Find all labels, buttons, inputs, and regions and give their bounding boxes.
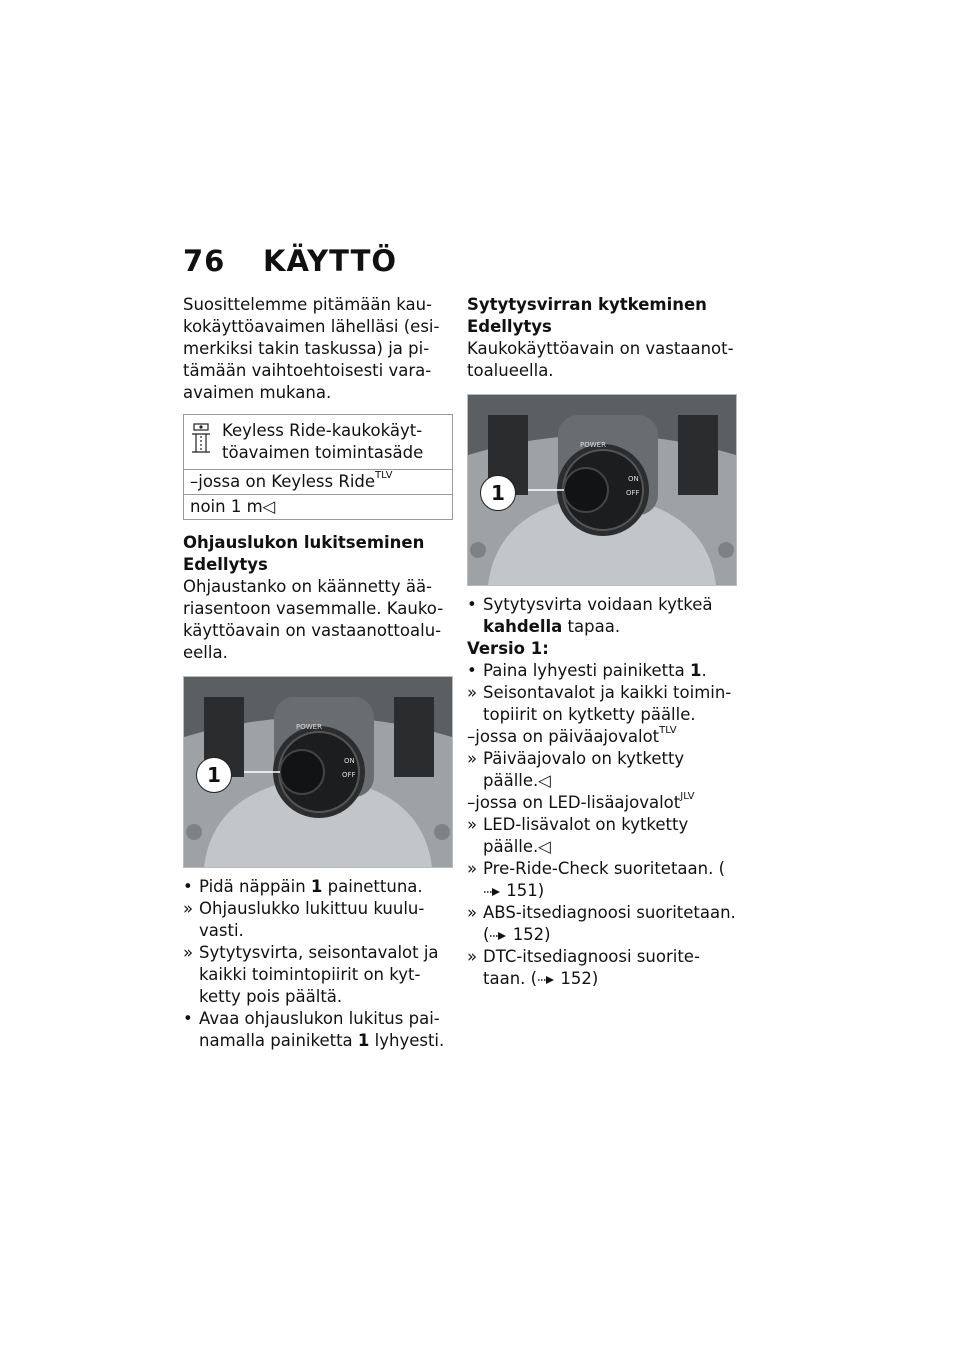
left-column: [183, 294, 453, 1052]
page-reference-arrow-icon: [483, 887, 501, 897]
svg-text:OFF: OFF: [626, 489, 640, 497]
key-range-icon: [190, 422, 212, 458]
list-marker: •: [183, 877, 193, 896]
list-item: » DTC-itsediagnoosi suorite-taan. ( 152): [467, 947, 700, 988]
svg-text:POWER: POWER: [296, 723, 322, 731]
section-subheading: Edellytys: [183, 555, 268, 574]
list-item: » LED-lisävalot on kytketty päälle.◁: [467, 815, 689, 856]
page-reference-arrow-icon: [537, 975, 555, 985]
list-item: » Seisontavalot ja kaikki toimin-topiirit on kytketty päälle.: [467, 683, 732, 724]
section-heading: Ohjauslukon lukitseminen: [183, 533, 425, 552]
ignition-photo: [183, 676, 453, 868]
list-marker: »: [467, 749, 478, 768]
callout-1: 1: [196, 757, 232, 793]
svg-text:POWER: POWER: [580, 441, 606, 449]
spec-label-row: [184, 415, 452, 469]
section-paragraph: Ohjaustanko on käännetty ää-riasentoon vasemmalle. Kauko-käyttöavain on vastaanottoalu-eella.: [183, 577, 444, 662]
spec-condition-row: –jossa on Keyless Ride$^{TLV}$: [184, 469, 452, 494]
list-item: » Ohjauslukko lukittuu kuulu-vasti.: [183, 899, 425, 940]
condition-line: –jossa on päiväajovalot$^{TLV}$: [467, 725, 677, 746]
section-subheading: Edellytys: [467, 317, 552, 336]
list-item: » Päiväajovalo on kytketty päälle.◁: [467, 749, 685, 790]
spec-table: [183, 414, 453, 520]
list-item: » Pre-Ride-Check suoritetaan. ( 151): [467, 859, 726, 900]
list-marker: »: [467, 859, 478, 878]
svg-text:OFF: OFF: [342, 771, 356, 779]
list-item: » ABS-itsediagnoosi suoritetaan. ( 152): [467, 903, 736, 944]
ignition-photo: [467, 394, 737, 586]
page-reference-arrow-icon: [489, 931, 507, 941]
section-heading: Sytytysvirran kytkeminen: [467, 295, 707, 314]
list-marker: »: [183, 943, 194, 962]
list-item: » Sytytysvirta, seisontavalot ja kaikki toimintopiirit on kyt-ketty pois päältä.: [183, 943, 439, 1006]
callout-1: 1: [480, 475, 516, 511]
list-item: • Sytytysvirta voidaan kytkeä kahdella tapaa.: [467, 595, 713, 636]
svg-text:ON: ON: [628, 475, 639, 483]
page-header: [183, 244, 397, 278]
page-number: 76: [183, 244, 226, 278]
list-item: • Pidä näppäin 1 painettuna.: [183, 877, 423, 896]
list-marker: »: [467, 683, 478, 702]
chapter-title: KÄYTTÖ: [263, 244, 398, 278]
intro-paragraph: Suosittelemme pitämään kau-kokäyttöavaimen lähelläsi (esi-merkiksi takin taskussa) ja pi-tämään vaihtoehtoisesti vara-avaimen mukana.: [183, 295, 440, 402]
right-column: [467, 294, 737, 990]
list-marker: »: [183, 899, 194, 918]
page-reference[interactable]: 151): [506, 881, 545, 900]
section-paragraph: Kaukokäyttöavain on vastaanot-toalueella.: [467, 339, 734, 380]
spec-value-row: noin 1 m◁: [184, 494, 452, 519]
right-item-list: [467, 660, 737, 990]
list-item: • Paina lyhyesti painiketta 1.: [467, 661, 707, 680]
page-reference[interactable]: 152): [560, 969, 599, 988]
list-marker: »: [467, 947, 478, 966]
left-item-list: [183, 876, 453, 1052]
page-reference[interactable]: 152): [512, 925, 551, 944]
list-marker: •: [467, 661, 477, 680]
list-item: • Avaa ohjauslukon lukitus pai-namalla painiketta 1 lyhyesti.: [183, 1009, 445, 1050]
list-marker: »: [467, 903, 478, 922]
list-marker: •: [183, 1009, 193, 1028]
list-marker: »: [467, 815, 478, 834]
svg-text:ON: ON: [344, 757, 355, 765]
version-label: Versio 1:: [467, 639, 549, 658]
spec-label: Keyless Ride-kaukokäyt-töavaimen toimintasäde: [222, 421, 424, 462]
condition-line: –jossa on LED-lisäajovalot$^{JLV}$: [467, 791, 695, 812]
